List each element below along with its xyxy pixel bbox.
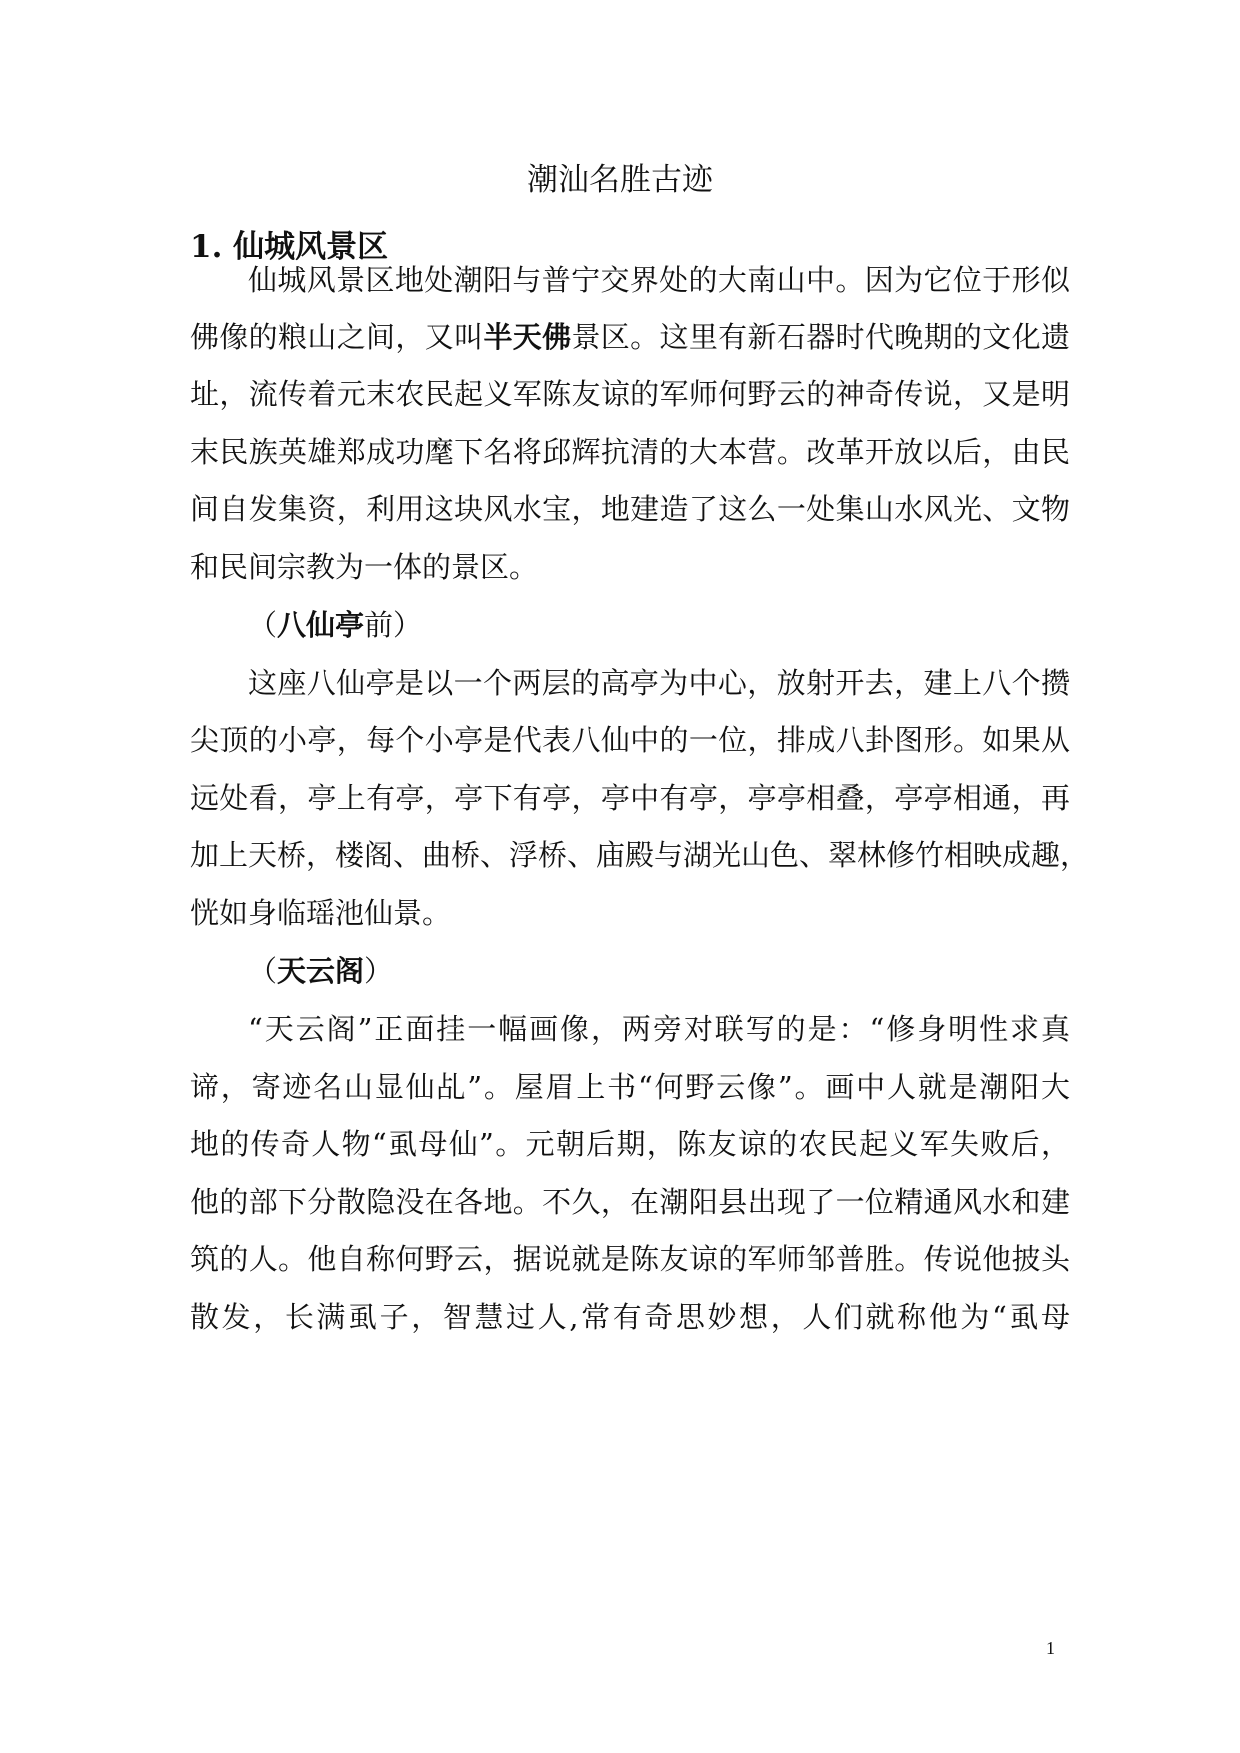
bold-term: 天云阁 <box>277 954 365 988</box>
paragraph-line: “天云阁”正面挂一幅画像，两旁对联写的是：“修身明性求真 <box>248 1012 1070 1046</box>
subheading <box>248 603 422 647</box>
document-title: 潮汕名胜古迹 <box>527 162 713 198</box>
paragraph-line: 地的传奇人物“虱母仙”。元朝后期，陈友谅的农民起义军失败后， <box>190 1127 1070 1161</box>
text-run: ） <box>364 954 394 988</box>
paragraph-line: 筑的人。他自称何野云，据说就是陈友谅的军师邹普胜。传说他披头 <box>190 1242 1070 1276</box>
paragraph-line: 他的部下分散隐没在各地。不久，在潮阳县出现了一位精通风水和建 <box>190 1185 1070 1219</box>
paragraph-line: 末民族英雄郑成功麾下名将邱辉抗清的大本营。改革开放以后，由民 <box>190 435 1070 469</box>
paragraph-line: 尖顶的小亭，每个小亭是代表八仙中的一位，排成八卦图形。如果从 <box>190 723 1070 757</box>
paragraph-line: 谛，寄迹名山显仙乩”。屋眉上书“何野云像”。画中人就是潮阳大 <box>190 1070 1070 1104</box>
section-heading: 1. 仙城风景区 <box>190 229 389 265</box>
paragraph-line: 加上天桥，楼阁、曲桥、浮桥、庙殿与湖光山色、翠林修竹相映成趣， <box>190 838 1090 872</box>
text-run: （ <box>248 954 278 988</box>
page-number: 1 <box>1046 1638 1055 1658</box>
paragraph-line: 远处看，亭上有亭，亭下有亭，亭中有亭，亭亭相叠，亭亭相通，再 <box>190 781 1070 815</box>
paragraph-line: 这座八仙亭是以一个两层的高亭为中心，放射开去，建上八个攒 <box>248 666 1070 700</box>
bold-term: 半天佛 <box>483 320 572 354</box>
paragraph-line: 和民间宗教为一体的景区。 <box>190 550 539 584</box>
paragraph-line: 仙城风景区地处潮阳与普宁交界处的大南山中。因为它位于形似 <box>248 263 1070 297</box>
paragraph-line <box>190 315 1070 359</box>
bold-term: 八仙亭 <box>277 608 365 642</box>
text-run: 景区。这里有新石器时代晚期的文化遗 <box>571 320 1070 354</box>
subheading <box>248 949 393 993</box>
text-run: 前） <box>364 608 423 642</box>
paragraph-line: 恍如身临瑶池仙景。 <box>190 896 452 930</box>
text-run: （ <box>248 608 278 642</box>
text-run: 佛像的粮山之间，又叫 <box>190 320 484 354</box>
paragraph-line: 间自发集资，利用这块风水宝，地建造了这么一处集山水风光、文物 <box>190 492 1070 526</box>
paragraph-line: 址，流传着元末农民起义军陈友谅的军师何野云的神奇传说，又是明 <box>190 377 1070 411</box>
paragraph-line: 散发，长满虱子，智慧过人,常有奇思妙想，人们就称他为“虱母 <box>190 1300 1070 1334</box>
